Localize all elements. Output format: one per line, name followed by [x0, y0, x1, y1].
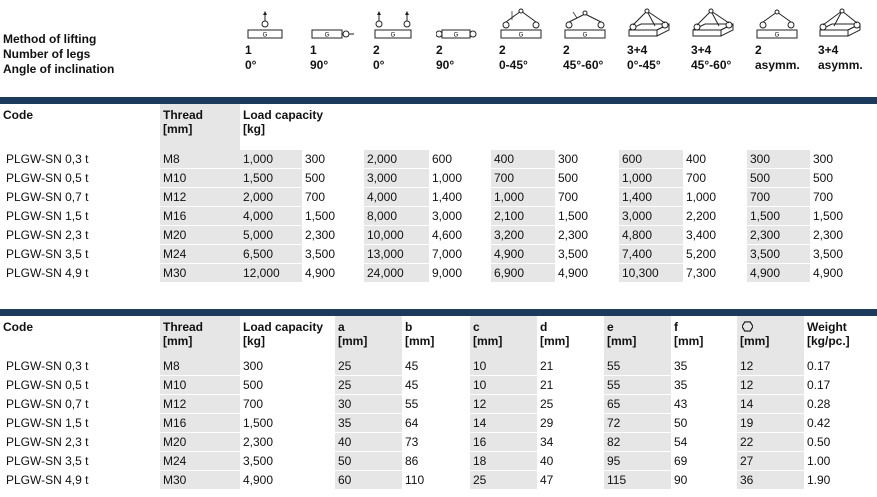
- cell-load: 700: [810, 188, 877, 207]
- cell-thread: M12: [160, 395, 240, 414]
- method-angle: 90°: [436, 58, 455, 72]
- cell-d: 21: [537, 357, 604, 376]
- cell-weight: 0.17: [804, 357, 877, 376]
- load-glyph: G: [774, 32, 780, 39]
- cell-load: 300: [555, 150, 619, 169]
- angle-label: Angle of inclination: [3, 62, 115, 76]
- table-row: [0, 188, 877, 207]
- table-row: [0, 471, 877, 490]
- cell-load: 1,000: [240, 150, 302, 169]
- cell-code: PLGW-SN 3,5 t: [0, 245, 160, 264]
- cell-load: 2,000: [364, 150, 429, 169]
- dimensions-table: [0, 316, 877, 490]
- header-c: [470, 316, 537, 357]
- cell-load: 1,500: [747, 207, 810, 226]
- cell-code: PLGW-SN 2,3 t: [0, 226, 160, 245]
- single-vertical-lift-icon: [245, 8, 291, 40]
- lifting-method-2: [310, 8, 380, 73]
- cell-load: 3,000: [619, 207, 683, 226]
- two-leg-sling-wide-icon: [563, 8, 609, 40]
- header-d: [537, 316, 604, 357]
- header-label: Code: [3, 320, 33, 334]
- header-hex: [737, 316, 804, 357]
- cell-a: 50: [335, 452, 402, 471]
- cell-load: 2,100: [491, 207, 555, 226]
- cell-load: 2,300: [302, 226, 364, 245]
- cell-load: 3,500: [240, 452, 335, 471]
- cell-thread: M20: [160, 433, 240, 452]
- cell-load: 600: [619, 150, 683, 169]
- cell-load: 1,000: [683, 188, 747, 207]
- cell-thread: M12: [160, 188, 240, 207]
- cell-b: 45: [402, 376, 470, 395]
- cell-load: 400: [683, 150, 747, 169]
- cell-c: 12: [470, 395, 537, 414]
- cell-hex: 36: [737, 471, 804, 490]
- header-label: a: [338, 320, 345, 334]
- cell-f: 54: [671, 433, 737, 452]
- cell-b: 64: [402, 414, 470, 433]
- lifting-header-labels: [3, 32, 114, 77]
- cell-load: 1,500: [555, 207, 619, 226]
- cell-load: 500: [747, 169, 810, 188]
- cell-load: 600: [429, 150, 491, 169]
- header-label: b: [405, 320, 413, 334]
- cell-load: 500: [302, 169, 364, 188]
- cell-load: 4,000: [364, 188, 429, 207]
- table-row: [0, 207, 877, 226]
- cell-weight: 0.17: [804, 376, 877, 395]
- table-row: [0, 433, 877, 452]
- cell-load: 300: [302, 150, 364, 169]
- load-glyph: G: [390, 32, 396, 39]
- cell-load: 700: [683, 169, 747, 188]
- double-side-lift-icon: [436, 8, 482, 40]
- header-load: [240, 316, 335, 357]
- method-legs: 3+4: [627, 43, 648, 57]
- cell-e: 55: [604, 357, 671, 376]
- header-label: f: [674, 320, 678, 334]
- cell-code: PLGW-SN 3,5 t: [0, 452, 160, 471]
- cell-code: PLGW-SN 1,5 t: [0, 207, 160, 226]
- cell-load: 4,900: [747, 264, 810, 283]
- method-legs: 3+4: [691, 43, 712, 57]
- cell-d: 29: [537, 414, 604, 433]
- cell-load: 24,000: [364, 264, 429, 283]
- method-angle: 45°-60°: [691, 58, 732, 72]
- cell-c: 18: [470, 452, 537, 471]
- cell-d: 34: [537, 433, 604, 452]
- cell-a: 25: [335, 376, 402, 395]
- cell-load: 4,900: [491, 245, 555, 264]
- cell-load: 6,900: [491, 264, 555, 283]
- cell-a: 30: [335, 395, 402, 414]
- cell-weight: 0.28: [804, 395, 877, 414]
- cell-c: 10: [470, 357, 537, 376]
- method-legs: 2: [563, 43, 570, 57]
- cell-load: 6,500: [240, 245, 302, 264]
- cell-load: 4,800: [619, 226, 683, 245]
- lifting-method-7: [627, 8, 697, 73]
- header-label: Load capacity: [243, 320, 324, 334]
- cell-a: 35: [335, 414, 402, 433]
- lifting-method-8: [691, 8, 761, 73]
- cell-load: 700: [555, 188, 619, 207]
- cell-hex: 12: [737, 357, 804, 376]
- cell-load: 4,900: [302, 264, 364, 283]
- header-f: [671, 316, 737, 357]
- cell-d: 21: [537, 376, 604, 395]
- lifting-method-10: [818, 8, 877, 73]
- cell-load: 1,000: [491, 188, 555, 207]
- table-row: [0, 414, 877, 433]
- cell-f: 90: [671, 471, 737, 490]
- method-legs: 3+4: [818, 43, 839, 57]
- cell-hex: 19: [737, 414, 804, 433]
- cell-code: PLGW-SN 0,7 t: [0, 395, 160, 414]
- load-capacity-table: [0, 104, 877, 283]
- cell-load: 300: [747, 150, 810, 169]
- header-unit: [mm]: [473, 334, 503, 348]
- cell-weight: 1.90: [804, 471, 877, 490]
- cell-e: 115: [604, 471, 671, 490]
- cell-load: 3,500: [810, 245, 877, 264]
- two-leg-sling-icon: [499, 8, 545, 40]
- four-leg-asym-sling-icon: [818, 8, 864, 40]
- header-thread: [160, 316, 240, 357]
- header-label: Thread: [163, 320, 204, 334]
- table-row: [0, 264, 877, 283]
- cell-load: 500: [555, 169, 619, 188]
- cell-d: 40: [537, 452, 604, 471]
- cell-c: 10: [470, 376, 537, 395]
- cell-hex: 12: [737, 376, 804, 395]
- cell-code: PLGW-SN 0,3 t: [0, 357, 160, 376]
- header-unit: [mm]: [405, 334, 435, 348]
- method-label: Method of lifting: [3, 32, 97, 46]
- table-row: [0, 245, 877, 264]
- method-legs: 1: [310, 43, 317, 57]
- method-legs: 2: [436, 43, 443, 57]
- legs-label: Number of legs: [3, 47, 91, 61]
- cell-load: 10,000: [364, 226, 429, 245]
- table-row: [0, 376, 877, 395]
- load-glyph: G: [518, 32, 524, 39]
- cell-c: 25: [470, 471, 537, 490]
- cell-code: PLGW-SN 0,5 t: [0, 169, 160, 188]
- header-load: [240, 104, 877, 150]
- cell-thread: M20: [160, 226, 240, 245]
- cell-load: 700: [302, 188, 364, 207]
- table-row: [0, 169, 877, 188]
- cell-code: PLGW-SN 2,3 t: [0, 433, 160, 452]
- load-glyph: G: [324, 32, 330, 39]
- cell-load: 7,000: [429, 245, 491, 264]
- cell-load: 7,300: [683, 264, 747, 283]
- cell-load: 2,300: [810, 226, 877, 245]
- header-thread: [160, 104, 240, 150]
- cell-load: 9,000: [429, 264, 491, 283]
- cell-d: 25: [537, 395, 604, 414]
- cell-e: 82: [604, 433, 671, 452]
- cell-load: 1,000: [429, 169, 491, 188]
- cell-d: 47: [537, 471, 604, 490]
- header-label: d: [540, 320, 548, 334]
- cell-weight: 1.00: [804, 452, 877, 471]
- method-angle: 0°: [245, 58, 257, 72]
- cell-load: 300: [810, 150, 877, 169]
- cell-c: 16: [470, 433, 537, 452]
- cell-code: PLGW-SN 0,5 t: [0, 376, 160, 395]
- lifting-method-9: [755, 8, 825, 73]
- header-weight: [804, 316, 877, 357]
- cell-load: 2,300: [240, 433, 335, 452]
- cell-load: 1,500: [240, 169, 302, 188]
- header-thread-unit: [mm]: [163, 122, 193, 136]
- lifting-method-3: [373, 8, 443, 73]
- four-leg-sling-icon: [627, 8, 673, 40]
- cell-c: 14: [470, 414, 537, 433]
- table-row: [0, 226, 877, 245]
- cell-b: 55: [402, 395, 470, 414]
- cell-load: 4,000: [240, 207, 302, 226]
- cell-load: 500: [810, 169, 877, 188]
- cell-f: 69: [671, 452, 737, 471]
- header-unit: [mm]: [674, 334, 704, 348]
- cell-load: 700: [747, 188, 810, 207]
- cell-thread: M24: [160, 245, 240, 264]
- cell-thread: M16: [160, 414, 240, 433]
- method-angle: asymm.: [818, 58, 863, 72]
- header-label: Weight: [807, 320, 847, 334]
- cell-load: 500: [240, 376, 335, 395]
- cell-weight: 0.42: [804, 414, 877, 433]
- table-row: [0, 150, 877, 169]
- cell-load: 3,400: [683, 226, 747, 245]
- single-side-lift-icon: [310, 8, 356, 40]
- cell-load: 4,600: [429, 226, 491, 245]
- double-vertical-lift-icon: [373, 8, 419, 40]
- header-unit: [kg/pc.]: [807, 334, 850, 348]
- table-row: [0, 357, 877, 376]
- cell-b: 45: [402, 357, 470, 376]
- cell-hex: 14: [737, 395, 804, 414]
- cell-e: 72: [604, 414, 671, 433]
- cell-load: 5,000: [240, 226, 302, 245]
- cell-load: 8,000: [364, 207, 429, 226]
- cell-load: 700: [491, 169, 555, 188]
- section-divider-top: [0, 97, 877, 104]
- cell-f: 50: [671, 414, 737, 433]
- header-a: [335, 316, 402, 357]
- header-code: [0, 316, 160, 357]
- cell-thread: M10: [160, 169, 240, 188]
- header-e: [604, 316, 671, 357]
- table-row: [0, 395, 877, 414]
- header-load-label: Load capacity: [243, 108, 324, 122]
- cell-a: 40: [335, 433, 402, 452]
- cell-thread: M8: [160, 357, 240, 376]
- cell-thread: M16: [160, 207, 240, 226]
- method-angle: asymm.: [755, 58, 800, 72]
- cell-load: 3,000: [364, 169, 429, 188]
- lifting-method-5: [499, 8, 569, 73]
- header-b: [402, 316, 470, 357]
- header-unit: [mm]: [338, 334, 368, 348]
- method-legs: 2: [373, 43, 380, 57]
- cell-thread: M30: [160, 264, 240, 283]
- cell-code: PLGW-SN 4,9 t: [0, 264, 160, 283]
- cell-thread: M30: [160, 471, 240, 490]
- cell-hex: 22: [737, 433, 804, 452]
- cell-f: 35: [671, 357, 737, 376]
- cell-e: 95: [604, 452, 671, 471]
- cell-load: 2,300: [555, 226, 619, 245]
- load-glyph: G: [453, 32, 459, 39]
- method-legs: 2: [499, 43, 506, 57]
- cell-e: 55: [604, 376, 671, 395]
- lifting-method-6: [563, 8, 633, 73]
- cell-load: 1,500: [810, 207, 877, 226]
- cell-load: 1,400: [429, 188, 491, 207]
- header-unit: [mm]: [163, 334, 193, 348]
- cell-f: 43: [671, 395, 737, 414]
- cell-load: 300: [240, 357, 335, 376]
- cell-code: PLGW-SN 0,7 t: [0, 188, 160, 207]
- lifting-method-4: [436, 8, 506, 73]
- two-leg-asym-sling-icon: [755, 8, 801, 40]
- cell-a: 60: [335, 471, 402, 490]
- cell-b: 86: [402, 452, 470, 471]
- load-glyph: G: [262, 32, 268, 39]
- header-load-unit: [kg]: [243, 122, 265, 136]
- cell-load: 3,000: [429, 207, 491, 226]
- table-row: [0, 452, 877, 471]
- header-unit: [mm]: [540, 334, 570, 348]
- cell-load: 1,500: [302, 207, 364, 226]
- cell-load: 4,900: [240, 471, 335, 490]
- cell-weight: 0.50: [804, 433, 877, 452]
- cell-code: PLGW-SN 0,3 t: [0, 150, 160, 169]
- cell-f: 35: [671, 376, 737, 395]
- header-code: Code: [3, 108, 33, 122]
- header-unit: [mm]: [607, 334, 637, 348]
- cell-load: 7,400: [619, 245, 683, 264]
- cell-load: 700: [240, 395, 335, 414]
- cell-load: 3,200: [491, 226, 555, 245]
- cell-a: 25: [335, 357, 402, 376]
- cell-code: PLGW-SN 1,5 t: [0, 414, 160, 433]
- cell-load: 4,900: [555, 264, 619, 283]
- cell-load: 12,000: [240, 264, 302, 283]
- cell-load: 4,900: [810, 264, 877, 283]
- cell-code: PLGW-SN 4,9 t: [0, 471, 160, 490]
- cell-hex: 27: [737, 452, 804, 471]
- header-label: e: [607, 320, 614, 334]
- cell-load: 3,500: [555, 245, 619, 264]
- four-leg-sling-wide-icon: [691, 8, 737, 40]
- method-angle: 90°: [310, 58, 329, 72]
- cell-e: 65: [604, 395, 671, 414]
- cell-load: 5,200: [683, 245, 747, 264]
- section-divider-bottom: [0, 309, 877, 316]
- cell-load: 1,000: [619, 169, 683, 188]
- header-label: c: [473, 320, 480, 334]
- method-angle: 0°: [373, 58, 385, 72]
- header-unit: [mm]: [740, 334, 770, 348]
- cell-load: 13,000: [364, 245, 429, 264]
- cell-load: 2,000: [240, 188, 302, 207]
- cell-b: 110: [402, 471, 470, 490]
- method-angle: 0-45°: [499, 58, 528, 72]
- cell-load: 1,500: [240, 414, 335, 433]
- lifting-method-1: [245, 8, 315, 73]
- cell-b: 73: [402, 433, 470, 452]
- cell-thread: M10: [160, 376, 240, 395]
- cell-load: 3,500: [302, 245, 364, 264]
- method-angle: 0°-45°: [627, 58, 661, 72]
- load-glyph: G: [582, 32, 588, 39]
- cell-load: 10,300: [619, 264, 683, 283]
- cell-load: 2,200: [683, 207, 747, 226]
- cell-load: 3,500: [747, 245, 810, 264]
- header-unit: [kg]: [243, 334, 265, 348]
- header-thread-label: Thread: [163, 108, 204, 122]
- method-legs: 1: [245, 43, 252, 57]
- method-legs: 2: [755, 43, 762, 57]
- hexagon-icon: [742, 321, 753, 332]
- method-angle: 45°-60°: [563, 58, 604, 72]
- cell-load: 2,300: [747, 226, 810, 245]
- cell-thread: M24: [160, 452, 240, 471]
- cell-load: 400: [491, 150, 555, 169]
- cell-thread: M8: [160, 150, 240, 169]
- cell-load: 1,400: [619, 188, 683, 207]
